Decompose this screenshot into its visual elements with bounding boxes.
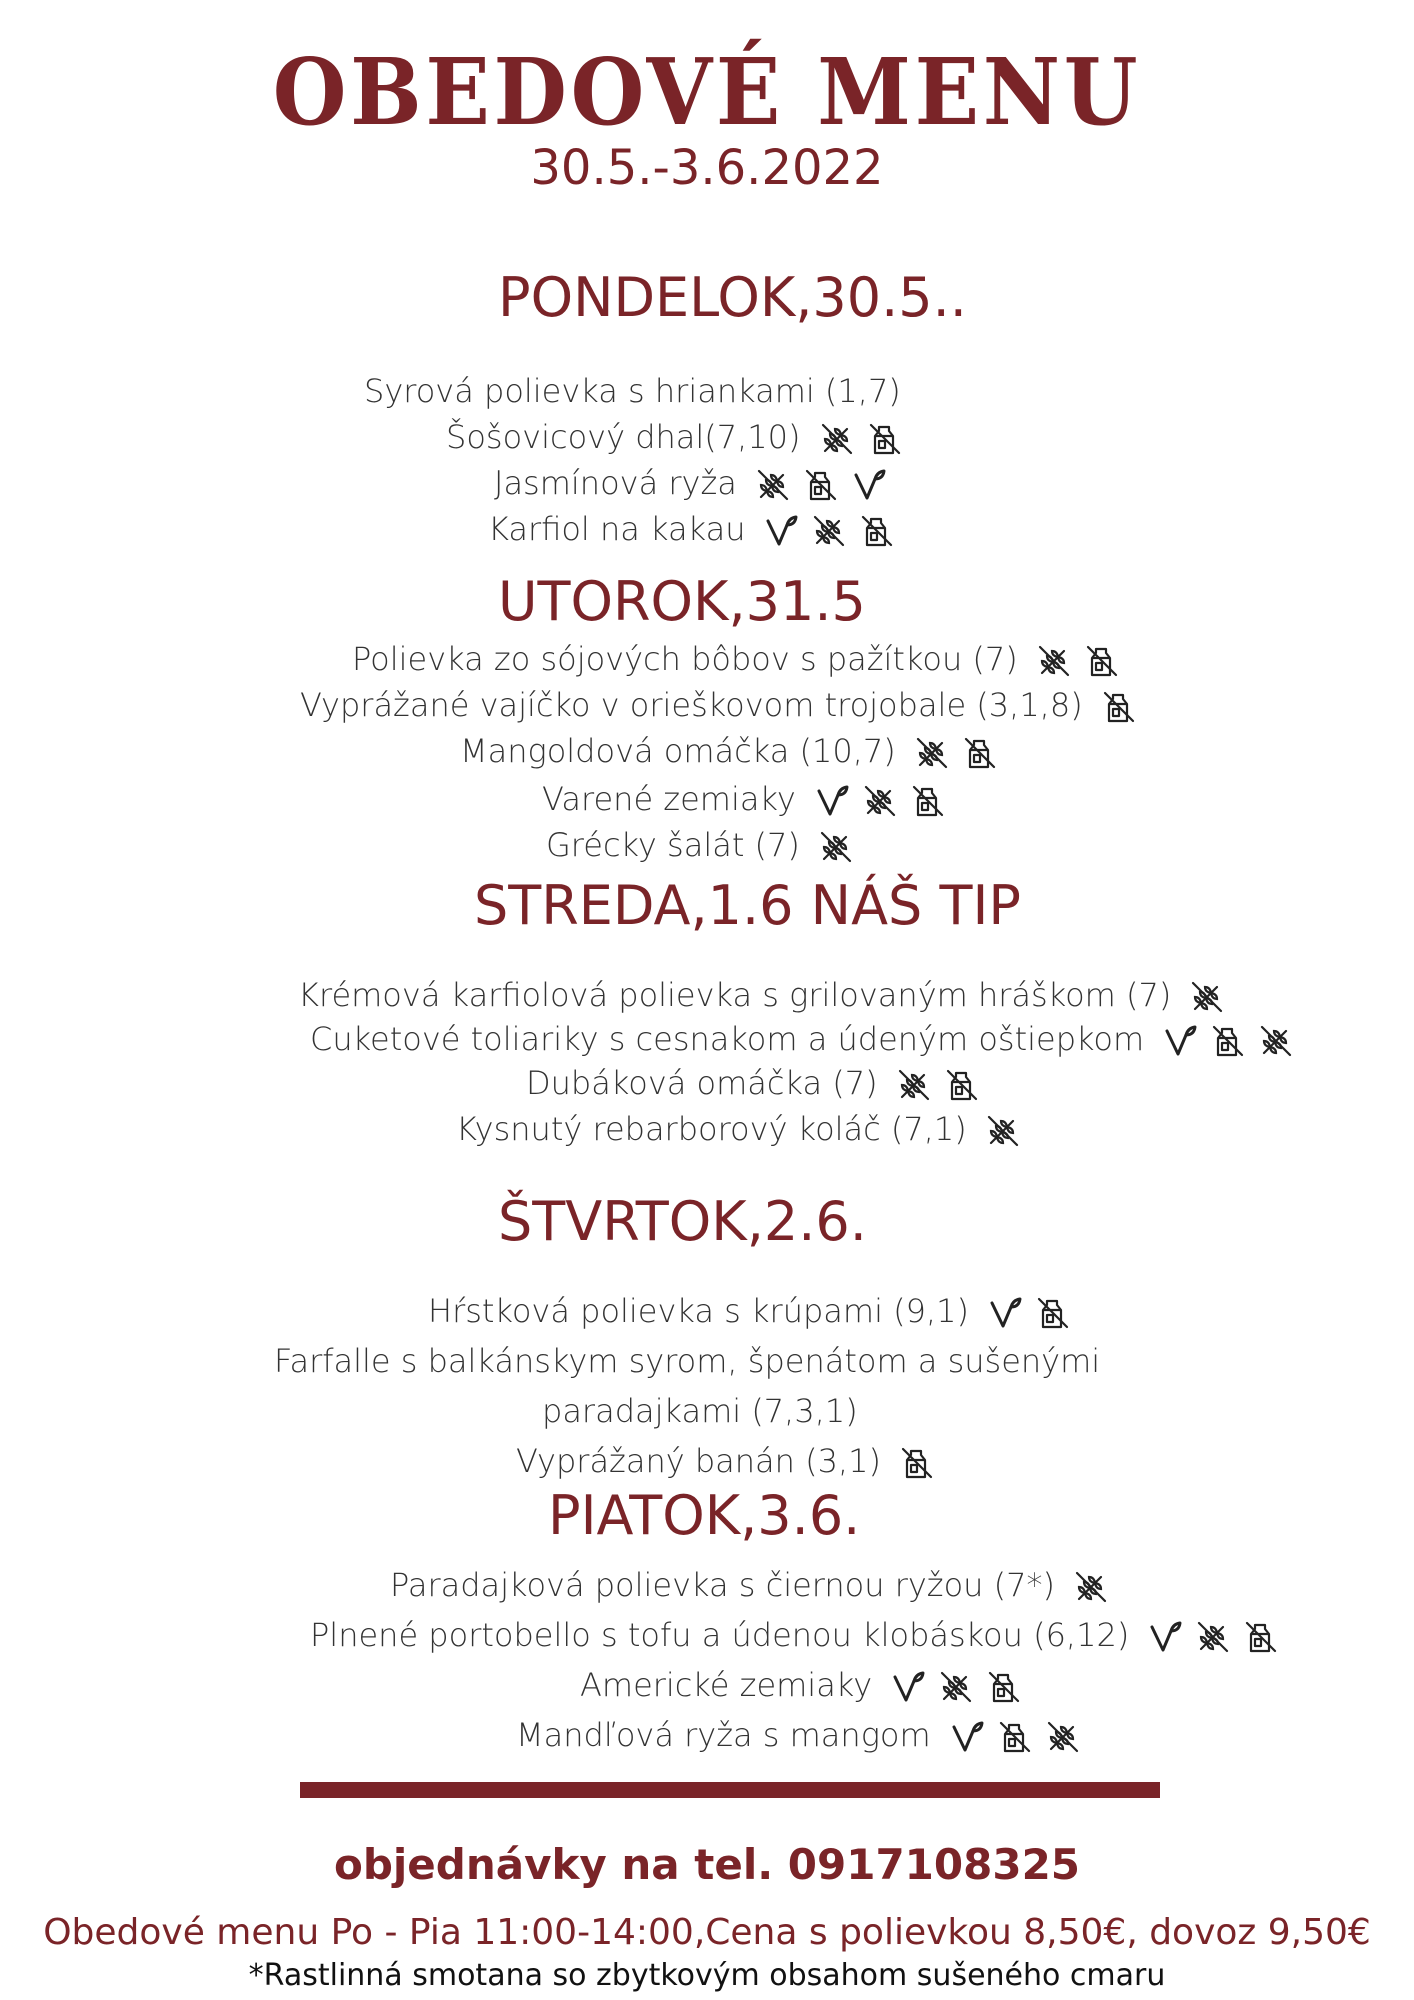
gluten-free-icon [1036, 643, 1072, 679]
vegan-icon [1147, 1619, 1183, 1655]
menu-item: Varené zemiaky [542, 780, 946, 819]
hours-prices: Obedové menu Po - Pia 11:00-14:00,Cena s polievkou 8,50€, dovoz 9,50€ [43, 1912, 1371, 1953]
lactose-free-icon [803, 467, 839, 503]
lactose-free-icon [986, 1669, 1022, 1705]
lactose-free-icon [899, 1445, 935, 1481]
vegan-icon [851, 467, 887, 503]
vegan-icon [987, 1295, 1023, 1331]
gluten-free-icon [1073, 1569, 1109, 1605]
menu-item: Paradajková polievka s čiernou ryžou (7*) [390, 1566, 1109, 1605]
menu-item: Jasmínová ryža [494, 464, 887, 503]
divider [300, 1782, 1160, 1798]
lactose-free-icon [1210, 1023, 1246, 1059]
menu-title: OBEDOVÉ MENU [272, 38, 1142, 146]
menu-item: Vyprážaný banán (3,1) [516, 1442, 935, 1481]
day-heading-wednesday: STREDA,1.6 NÁŠ TIP [474, 874, 1021, 937]
menu-item: Mandľová ryža s mangom [516, 1716, 1081, 1755]
menu-item: Cuketové toliariky s cesnakom a údeným oštiepkom [310, 1020, 1294, 1059]
menu-item: Krémová karfiolová polievka s grilovaným hráškom (7) [298, 976, 1225, 1015]
menu-item: Plnené portobello s tofu a údenou klobáskou (6,12) [310, 1616, 1279, 1655]
gluten-free-icon [938, 1669, 974, 1705]
lactose-free-icon [859, 513, 895, 549]
menu-item: Vyprážané vajíčko v orieškovom trojobale (3,1,8) [300, 686, 1137, 725]
vegan-icon [949, 1719, 985, 1755]
menu-item: Farfalle s balkánskym syrom, špenátom a sušenými [274, 1342, 1101, 1380]
menu-item: Mangoldová omáčka (10,7) [460, 732, 998, 771]
menu-item: Polievka zo sójových bôbov s pažítkou (7) [352, 640, 1120, 679]
vegan-icon [763, 513, 799, 549]
day-heading-friday: PIATOK,3.6. [548, 1484, 861, 1547]
gluten-free-icon [1045, 1719, 1081, 1755]
vegan-icon [1162, 1023, 1198, 1059]
gluten-free-icon [862, 783, 898, 819]
menu-item: Hŕstková polievka s krúpami (9,1) [428, 1292, 1071, 1331]
day-heading-monday: PONDELOK,30.5.. [498, 266, 967, 329]
menu-item: Dubáková omáčka (7) [526, 1064, 980, 1103]
gluten-free-icon [811, 513, 847, 549]
menu-item: Syrová polievka s hriankami (1,7) [364, 372, 901, 410]
lactose-free-icon [867, 421, 903, 457]
vegan-icon [814, 783, 850, 819]
menu-item: Americké zemiaky [580, 1666, 1022, 1705]
menu-item: Kysnutý rebarborový koláč (7,1) [456, 1110, 1021, 1149]
gluten-free-icon [985, 1113, 1021, 1149]
lactose-free-icon [1243, 1619, 1279, 1655]
gluten-free-icon [1189, 979, 1225, 1015]
footnote: *Rastlinná smotana so zbytkovým obsahom sušeného cmaru [248, 1958, 1166, 1993]
orders-phone: objednávky na tel. 0917108325 [333, 1840, 1081, 1889]
lactose-free-icon [1101, 689, 1137, 725]
lactose-free-icon [910, 783, 946, 819]
gluten-free-icon [755, 467, 791, 503]
day-heading-thursday: ŠTVRTOK,2.6. [498, 1190, 867, 1253]
date-range: 30.5.-3.6.2022 [530, 140, 884, 196]
gluten-free-icon [1195, 1619, 1231, 1655]
day-heading-tuesday: UTOROK,31.5 [498, 570, 866, 633]
lactose-free-icon [962, 735, 998, 771]
menu-item: Šošovicový dhal(7,10) [446, 418, 903, 457]
lactose-free-icon [997, 1719, 1033, 1755]
gluten-free-icon [896, 1067, 932, 1103]
gluten-free-icon [914, 735, 950, 771]
gluten-free-icon [819, 421, 855, 457]
lactose-free-icon [1035, 1295, 1071, 1331]
menu-item: Grécky šalát (7) [546, 826, 854, 865]
vegan-icon [890, 1669, 926, 1705]
lactose-free-icon [944, 1067, 980, 1103]
menu-item: Karfiol na kakau [488, 510, 895, 549]
gluten-free-icon [1258, 1023, 1294, 1059]
lactose-free-icon [1084, 643, 1120, 679]
menu-item: paradajkami (7,3,1) [542, 1392, 858, 1430]
gluten-free-icon [818, 829, 854, 865]
